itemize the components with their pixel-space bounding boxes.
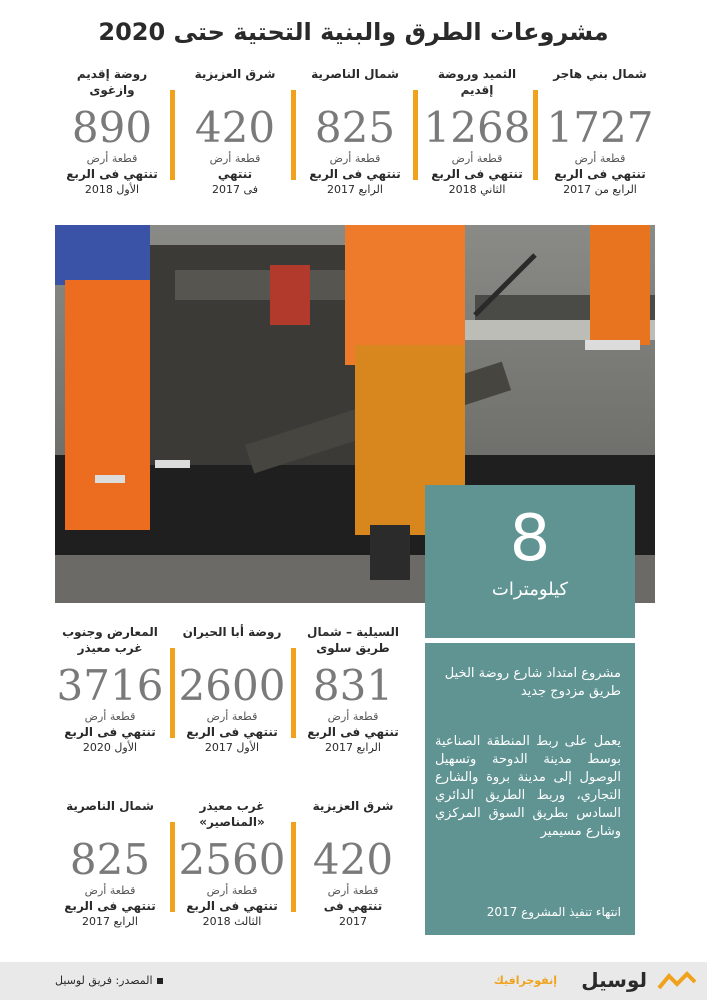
stat-when: الرابع من 2017 [563,183,637,196]
stat-number: 420 [312,835,394,884]
stat-card [177,624,287,755]
stat-place: شمال الناصرية [311,67,399,81]
stat-number: 825 [69,835,151,884]
stat-number: 2560 [178,835,286,884]
stat-place: روضة أبا الحيران [182,625,282,639]
stat-number: 825 [314,103,396,152]
stat-unit: قطعة أرض [329,152,381,165]
stat-number: 2600 [178,661,286,710]
separator [170,648,175,738]
stat-unit: قطعة أرض [574,152,626,165]
section-label: إنفوجرافيك [493,974,557,987]
stat-when: فى 2017 [212,183,258,196]
stat-number: 831 [312,661,394,710]
stat-card [55,798,165,929]
stat-when: الأول 2017 [204,741,260,754]
stat-unit: قطعة أرض [209,152,261,165]
stat-unit: قطعة أرض [327,884,379,897]
footer [0,962,707,1000]
source-text: المصدر: فريق لوسيل [55,974,153,987]
stat-number: 890 [71,103,153,152]
stat-when: الأول 2018 [84,183,140,196]
stat-end: تنتهي [217,167,253,181]
stat-when: الرابع 2017 [82,915,138,928]
highlight-unit: كيلومترات [491,579,569,600]
separator [291,648,296,738]
source-credit [55,974,163,987]
stat-end: تنتهي فى الربع [64,725,156,739]
stat-card [422,66,532,197]
stat-number: 420 [194,103,276,152]
separator [291,90,296,180]
stat-when: الرابع 2017 [327,183,383,196]
page-title: مشروعات الطرق والبنية التحتية حتى 2020 [98,18,609,46]
stat-place: غرب معيذر «المناصير» [199,799,265,829]
separator [533,90,538,180]
highlight-number: 8 [509,502,551,576]
stat-place: المعارض وجنوب غرب معيذر [62,625,158,655]
stat-end: تنتهي فى الربع [309,167,401,181]
separator [170,822,175,912]
stat-end: تنتهي فى الربع [431,167,523,181]
stat-end: تنتهي فى الربع [66,167,158,181]
stat-place: شرق العزيزية [194,67,276,81]
project-headline: مشروع امتداد شارع روضة الخيل طريق مزدوج جديد [444,666,621,699]
stat-card [298,798,408,929]
stat-card [177,798,287,929]
stat-unit: قطعة أرض [206,710,258,723]
stat-card [545,66,655,197]
stat-card [55,624,165,755]
stat-card [57,66,167,197]
stat-place: شمال بني هاجر [553,67,647,81]
separator [170,90,175,180]
stat-end: تنتهي فى [323,899,383,913]
separator [291,822,296,912]
stat-when: الأول 2020 [82,741,138,754]
brand-name: لوسيل [581,968,647,992]
project-completion: انتهاء تنفيذ المشروع 2017 [486,905,621,919]
stat-unit: قطعة أرض [451,152,503,165]
stat-when: الثاني 2018 [448,183,506,196]
stat-number: 3716 [56,661,164,710]
brand-logo-icon [657,970,697,992]
project-panel [425,643,635,935]
stat-place: السيلية – شمال طريق سلوى [307,625,399,655]
stat-number: 1268 [423,103,531,152]
stat-when: الرابع 2017 [325,741,381,754]
stat-end: تنتهي فى الربع [307,725,399,739]
stat-place: شرق العزيزية [312,799,394,813]
stat-unit: قطعة أرض [84,884,136,897]
stat-place: الثميد وروضة إقديم [437,67,517,97]
stat-when: الثالث 2018 [202,915,262,928]
stat-card [300,66,410,197]
stat-end: تنتهي فى الربع [64,899,156,913]
stat-when: 2017 [339,915,367,928]
stat-unit: قطعة أرض [86,152,138,165]
stat-end: تنتهي فى الربع [554,167,646,181]
stat-place: روضة إقديم وازغوى [76,67,148,97]
length-highlight [425,485,635,638]
stat-end: تنتهي فى الربع [186,725,278,739]
stat-number: 1727 [546,103,654,152]
stat-place: شمال الناصرية [66,799,154,813]
stat-end: تنتهي فى الربع [186,899,278,913]
separator [413,90,418,180]
stat-unit: قطعة أرض [84,710,136,723]
stat-unit: قطعة أرض [206,884,258,897]
stat-card [298,624,408,755]
project-description: يعمل على ربط المنطقة الصناعية بوسط مدينة الدوحة وتسهيل الوصول إلى مدينة بروة والشارع التجاري، وربط الطريق الدائري السادس بطريق السوق المركزي وشارع مسيمير [435,734,621,839]
stat-unit: قطعة أرض [327,710,379,723]
bullet-icon [157,978,163,984]
stat-card [180,66,290,197]
